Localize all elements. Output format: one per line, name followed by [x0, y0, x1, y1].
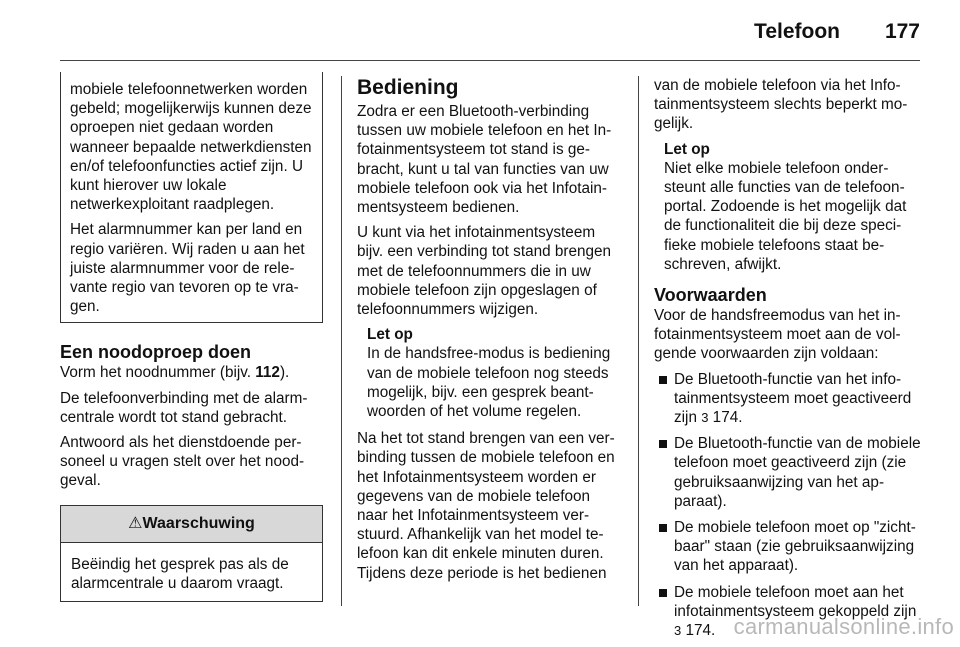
continued-paragraph: van de mobiele telefoon via het Infotainmentsysteem slechts beperkt mogelijk. — [654, 77, 908, 133]
conditions-list — [654, 370, 924, 641]
page-reference: 174. — [708, 409, 743, 427]
list-item-text: De mobiele telefoon moet aan het infotainmentsysteem gekoppeld zijn — [674, 583, 917, 620]
conditions-intro: Voor de handsfreemodus van het infotainmentsysteem moet aan de volgende voorwaarden zijn voldaan: — [654, 307, 901, 363]
header-divider — [60, 60, 920, 61]
page-reference-icon: 3 — [701, 410, 709, 426]
page-header — [0, 0, 960, 62]
warning-header — [61, 506, 322, 543]
list-item — [654, 518, 924, 576]
list-item — [654, 434, 924, 511]
column-2 — [357, 76, 623, 589]
operation-paragraph: U kunt via het infotainmentsysteem bijv. een verbinding tot stand brengen met de telefoonnummers die in uw mobiele telefoon zijn opgeslagen of telefoonnummers wijzigen. — [357, 224, 611, 319]
emergency-paragraph — [60, 363, 323, 382]
page-reference: 174. — [681, 622, 716, 640]
column-3 — [654, 76, 924, 647]
text-span: Vorm het noodnummer (bijv. — [60, 364, 256, 382]
note-box — [664, 140, 924, 274]
conditions-heading: Voorwaarden — [654, 285, 767, 306]
list-item-text: De mobiele telefoon moet op "zichtbaar" staan (zie gebruiksaanwijzing van het apparaat). — [674, 519, 916, 575]
intro-paragraph: Het alarmnummer kan per land en regio variëren. Wij raden u aan het juiste alarmnummer voor de relevante regio van tevoren op te vragen. — [70, 221, 305, 316]
list-item-text: De Bluetooth-functie van de mobiele telefoon moet geactiveerd zijn (zie gebruiksaanwijzing van het apparaat). — [674, 435, 921, 510]
operation-heading: Bediening — [357, 76, 459, 99]
text-span: ). — [279, 364, 290, 382]
list-item-text: De Bluetooth-functie van het infotainmentsysteem moet geactiveerd zijn — [674, 370, 912, 427]
emergency-paragraph: Antwoord als het dienstdoende personeel u vragen stelt over het noodgeval. — [60, 434, 305, 490]
intro-box — [60, 72, 323, 323]
list-item — [654, 370, 924, 428]
note-title: Let op — [664, 140, 710, 158]
note-title: Let op — [367, 326, 413, 344]
note-box — [367, 325, 623, 421]
column-divider — [638, 76, 639, 606]
warning-title: Waarschuwing — [142, 514, 255, 532]
page-number: 177 — [884, 20, 920, 43]
emergency-heading: Een noodoproep doen — [60, 342, 251, 363]
operation-paragraph: Na het tot stand brengen van een verbinding tussen de mobiele telefoon en het Infotainmentsysteem worden er gegevens van de mobiele telefoon naar het Infotainmentsysteem verstuurd. Afhankelijk van het model telefoon kan dit enkele minuten duren. Tijdens deze periode is het bedienen — [357, 430, 615, 582]
column-1 — [60, 72, 323, 602]
emergency-paragraph: De telefoonverbinding met de alarmcentrale wordt tot stand gebracht. — [60, 389, 308, 426]
note-body: Niet elke mobiele telefoon ondersteunt alle functies van de telefoonportal. Zodoende is het mogelijk dat de functionaliteit die bij deze specifieke mobiele telefoons staat beschreven, afwijkt. — [664, 159, 907, 273]
warning-box — [60, 505, 323, 603]
operation-paragraph: Zodra er een Bluetooth-verbinding tussen uw mobiele telefoon en het Infotainmentsysteem tot stand is gebracht, kunt u tal van functies van uw mobiele telefoon ook via het Infotainmentsysteem bedienen. — [357, 103, 612, 217]
page-reference-icon: 3 — [674, 623, 682, 639]
watermark: carmanualsonline.info — [733, 614, 954, 639]
warning-body: Beëindig het gesprek pas als de alarmcentrale u daarom vraagt. — [71, 555, 289, 593]
note-body: In de handsfree-modus is bediening van de mobiele telefoon nog steeds mogelijk, bijv. een gesprek beantwoorden of het volume regelen. — [367, 345, 611, 421]
chapter-title: Telefoon — [754, 20, 840, 43]
intro-paragraph: mobiele telefoonnetwerken worden gebeld; mogelijkerwijs kunnen deze oproepen niet gedaan worden wanneer bepaalde netwerkdiensten en/of telefoonfuncties actief zijn. U kunt hierover uw lokale netwerkexploitant raadplegen. — [70, 81, 312, 214]
warning-triangle-icon: ⚠ — [128, 514, 143, 532]
column-divider — [341, 76, 342, 606]
emergency-number: 112 — [255, 364, 280, 382]
